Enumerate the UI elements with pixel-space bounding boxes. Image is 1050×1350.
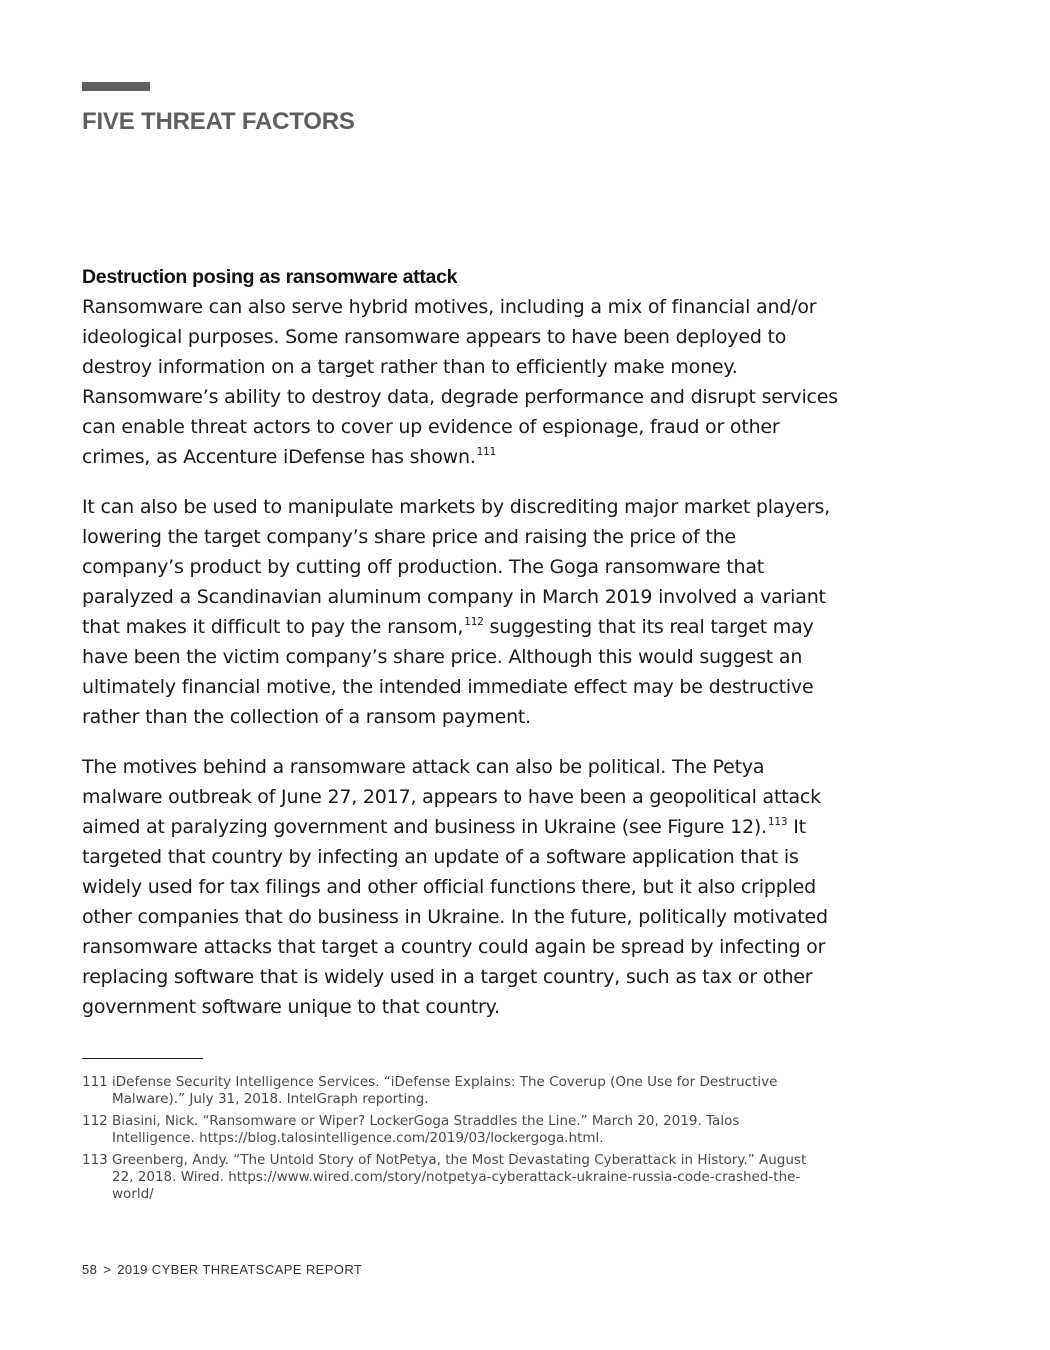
footnote-item — [82, 1152, 822, 1203]
section-title: FIVE THREAT FACTORS — [82, 108, 355, 135]
page-footer — [82, 1262, 368, 1277]
footnote-ref[interactable]: 111 — [476, 446, 497, 458]
paragraph-text: Ransomware can also serve hybrid motives, including a mix of financial and/or ideological purposes. Some ransomware appears to have been deployed to destroy information on a target rather than to efficiently make money. Ransomware’s ability to destroy data, degrade performance and disrupt services can enable threat actors to cover up evidence of espionage, fraud or other crimes, as Accenture iDefense has shown. — [82, 296, 838, 468]
footnote-item — [82, 1113, 822, 1147]
paragraph-text: The motives behind a ransomware attack can also be political. The Petya malware outbreak of June 27, 2017, appears to have been a geopolitical attack aimed at paralyzing government and business in Ukraine (see Figure 12). — [82, 756, 821, 838]
paragraph-text: suggesting that its real target may have been the victim company’s share price. Although this would suggest an ultimately financial motive, the intended immediate effect may be destructive rather than the collection of a ransom payment. — [82, 616, 814, 728]
paragraph — [82, 292, 842, 472]
footnote-number: 113 — [82, 1152, 108, 1168]
paragraph — [82, 752, 842, 1022]
footnote-ref[interactable]: 112 — [464, 616, 484, 628]
paragraph — [82, 492, 842, 732]
footnote-text: iDefense Security Intelligence Services. “iDefense Explains: The Coverup (One Use for Destructive Malware).” July 31, 2018. IntelGraph reporting. — [112, 1074, 778, 1107]
footnote-text: Biasini, Nick. “Ransomware or Wiper? LockerGoga Straddles the Line.” March 20, 2019. Talos Intelligence. https://blog.talosintelligence.com/2019/03/lockergoga.html. — [112, 1113, 740, 1146]
page-number: 58 — [82, 1262, 98, 1277]
report-title: 2019 CYBER THREATSCAPE REPORT — [117, 1262, 363, 1277]
section-accent-bar — [82, 82, 150, 91]
footnote-divider — [82, 1058, 203, 1059]
paragraph-text: It targeted that country by infecting an update of a software application that is widely used for tax filings and other official functions there, but it also crippled other companies that do business in Ukraine. In the future, politically motivated ransomware attacks that target a country could again be spread by infecting or replacing software that is widely used in a target country, such as tax or other government software unique to that country. — [82, 816, 828, 1018]
article-heading: Destruction posing as ransomware attack — [82, 266, 458, 288]
footnotes — [82, 1074, 822, 1208]
footnote-text: Greenberg, Andy. “The Untold Story of NotPetya, the Most Devastating Cyberattack in History.” August 22, 2018. Wired. https://www.wired.com/story/notpetya-cyberattack-ukraine-russia-code-crashed-the-world/ — [112, 1152, 807, 1202]
footnote-item — [82, 1074, 822, 1108]
footnote-number: 111 — [82, 1074, 108, 1090]
footnote-number: 112 — [82, 1113, 108, 1129]
footnote-ref[interactable]: 113 — [767, 816, 788, 828]
footer-separator: > — [103, 1262, 112, 1277]
paragraph-text: It can also be used to manipulate markets by discrediting major market players, lowering the target company’s share price and raising the price of the company’s product by cutting off production. The Goga ransomware that paralyzed a Scandinavian aluminum company in March 2019 involved a variant that makes it difficult to pay the ransom, — [82, 496, 830, 638]
article-body — [82, 266, 842, 1042]
